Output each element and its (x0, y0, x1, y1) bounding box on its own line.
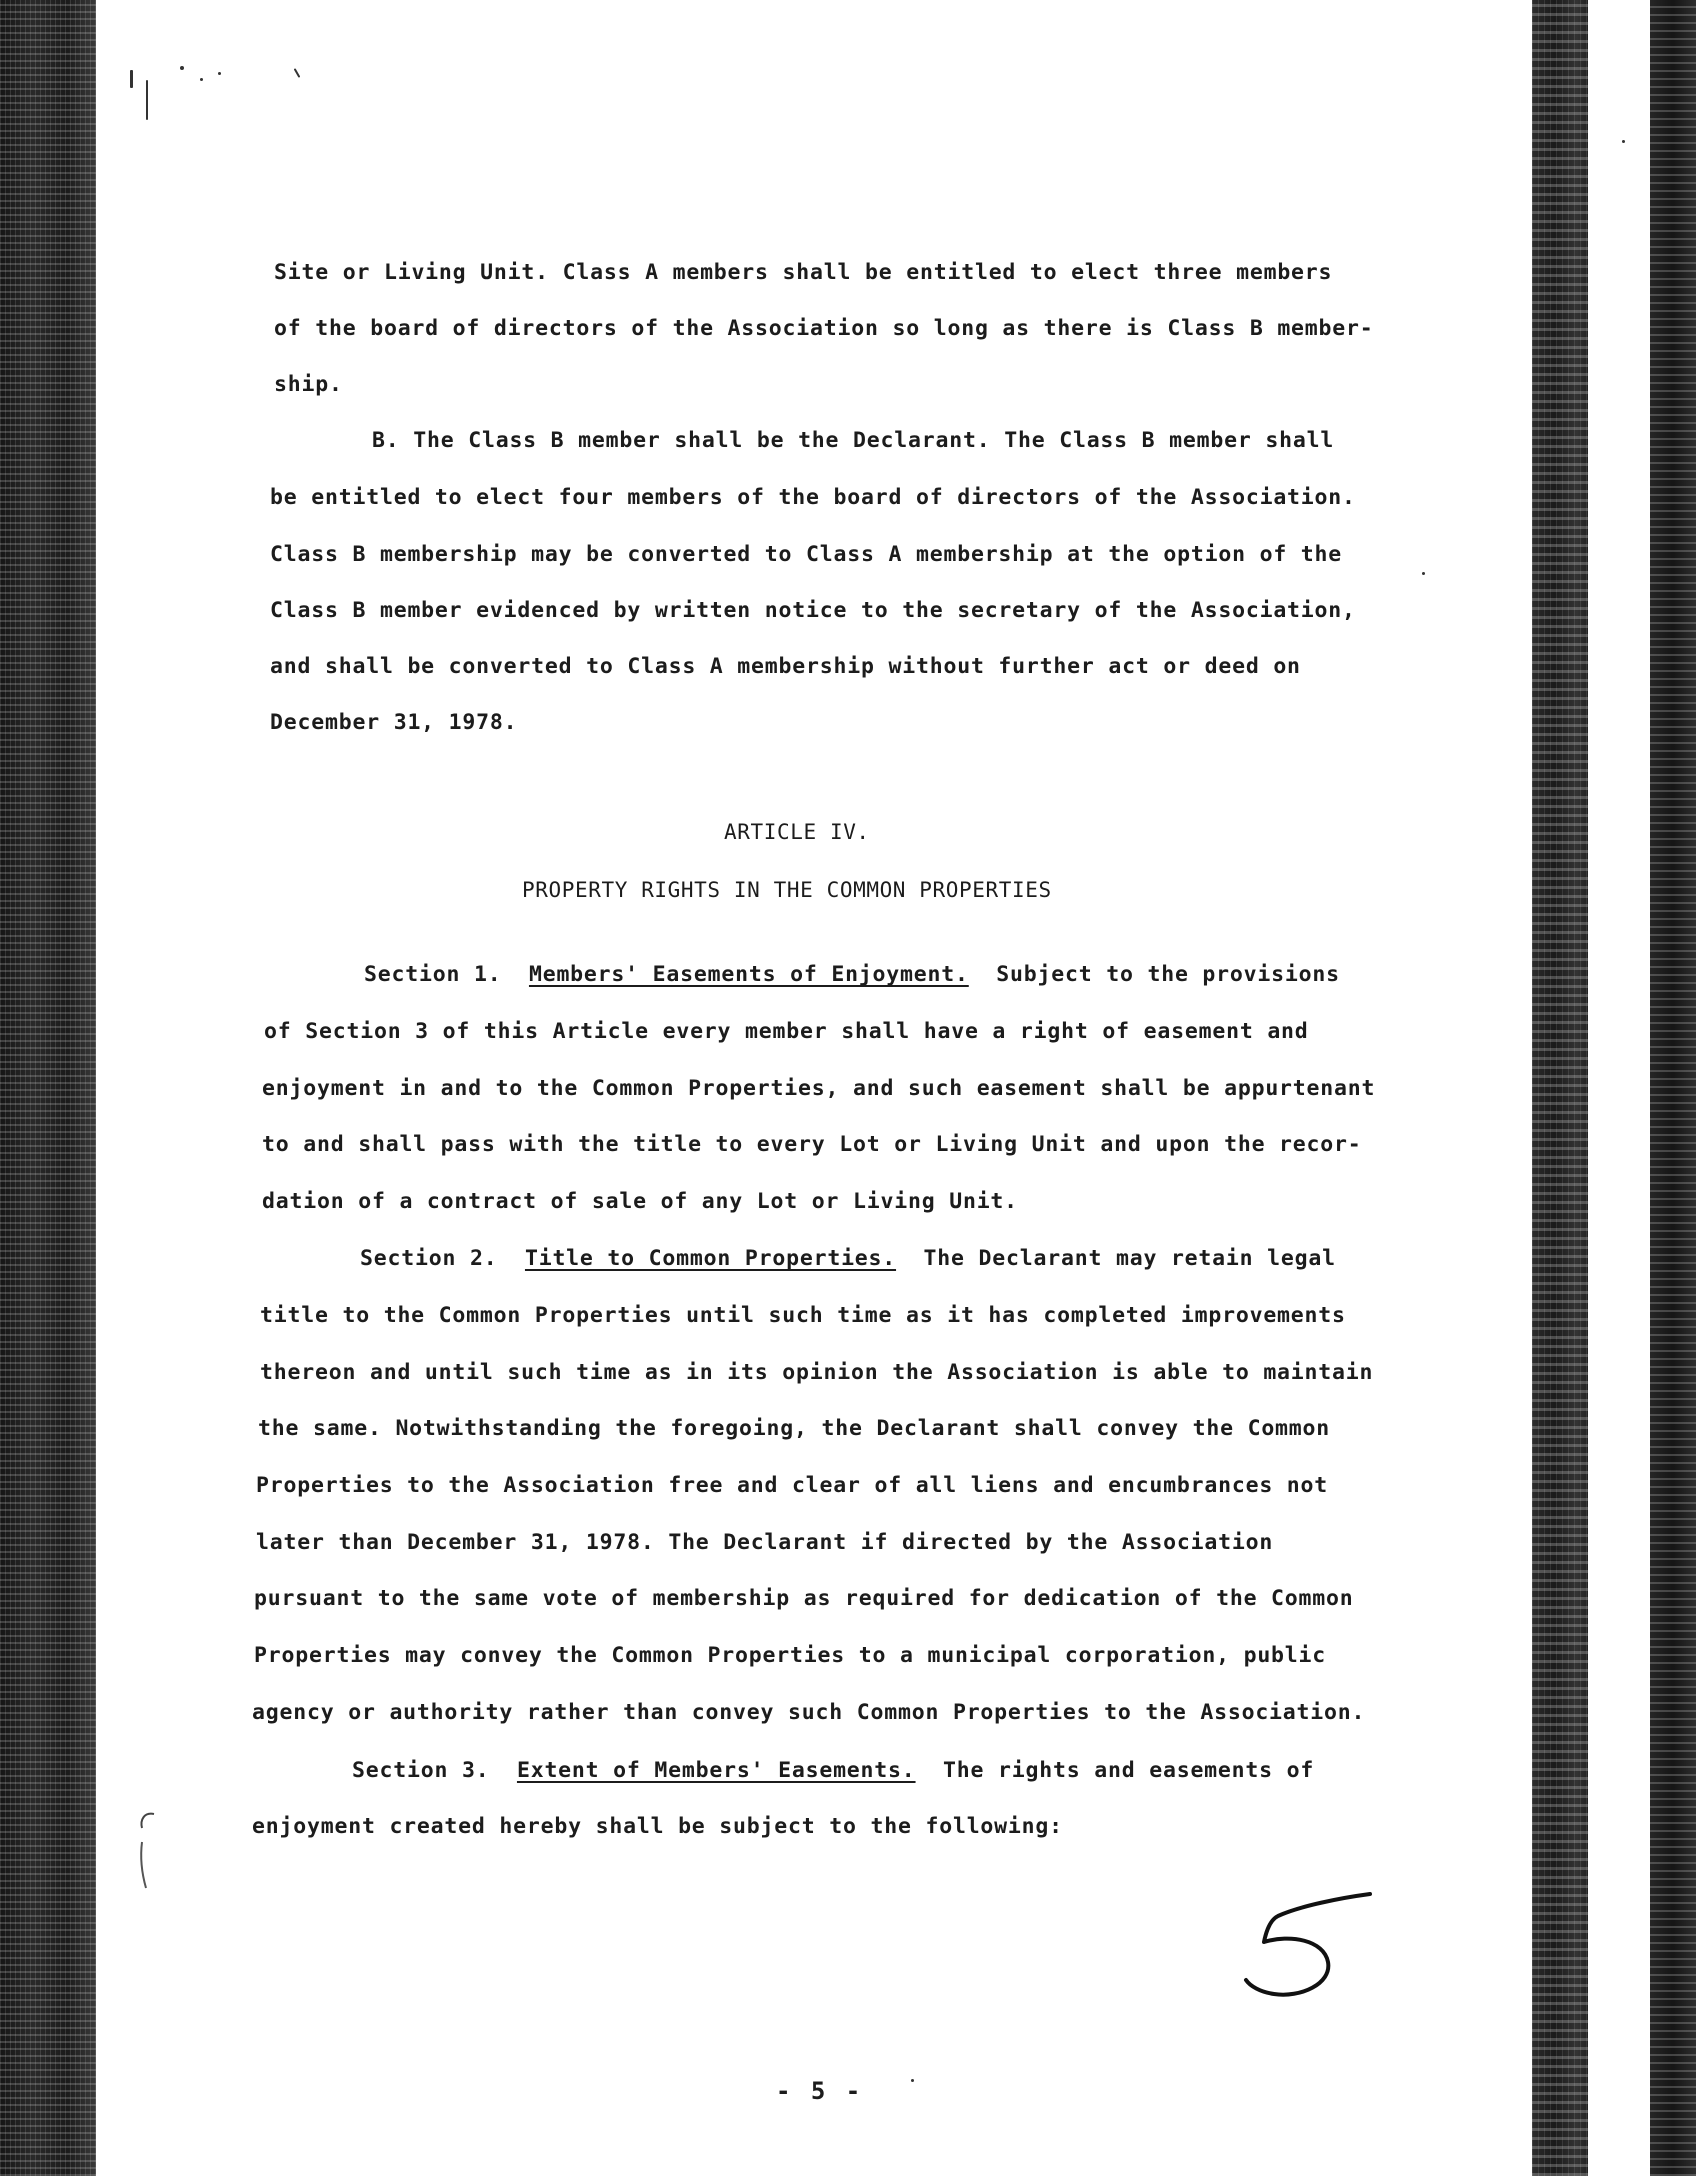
body-text-line: of the board of directors of the Association so long as there is Class B member- (274, 316, 1374, 341)
body-text-line: Class B member evidenced by written notice to the secretary of the Association, (270, 598, 1356, 623)
section-1-text: Subject to the provisions (996, 962, 1340, 987)
body-text-line: agency or authority rather than convey such Common Properties to the Association. (252, 1700, 1366, 1725)
body-text-line: December 31, 1978. (270, 710, 518, 735)
body-text-line: to and shall pass with the title to every Lot or Living Unit and upon the recor- (262, 1132, 1362, 1157)
section-2-label: Section 2. (360, 1246, 498, 1271)
section-3-label: Section 3. (352, 1758, 490, 1783)
section-2-text: The Declarant may retain legal (923, 1246, 1336, 1271)
body-text-line: title to the Common Properties until such time as it has completed improvements (260, 1303, 1346, 1328)
section-1-heading: Members' Easements of Enjoyment. (528, 962, 969, 987)
page-number: - 5 - (776, 2077, 864, 2105)
body-text-line: thereon and until such time as in its opinion the Association is able to maintain (260, 1360, 1374, 1385)
body-text-line: the same. Notwithstanding the foregoing, the Declarant shall convey the Common (258, 1416, 1331, 1441)
body-text-line: later than December 31, 1978. The Declarant if directed by the Association (256, 1530, 1274, 1555)
body-text-line: of Section 3 of this Article every member shall have a right of easement and (264, 1019, 1309, 1044)
section-1-label: Section 1. (364, 962, 502, 987)
body-text-line: B. The Class B member shall be the Declarant. The Class B member shall (372, 428, 1335, 453)
body-text-line: pursuant to the same vote of membership as required for dedication of the Common (254, 1586, 1354, 1611)
body-text-line: enjoyment created hereby shall be subject to the following: (252, 1814, 1063, 1839)
body-text-line: enjoyment in and to the Common Properties, and such easement shall be appurtenant (262, 1076, 1376, 1101)
section-3-heading: Extent of Members' Easements. (516, 1758, 916, 1783)
article-title: PROPERTY RIGHTS IN THE COMMON PROPERTIES (522, 878, 1052, 902)
section-3-first-line (352, 1760, 1314, 1782)
section-1-first-line (364, 964, 1340, 986)
body-text-line: Properties may convey the Common Properties to a municipal corporation, public (254, 1643, 1327, 1668)
body-text-line: dation of a contract of sale of any Lot or Living Unit. (262, 1189, 1018, 1214)
section-2-heading: Title to Common Properties. (524, 1246, 897, 1271)
body-text-line: be entitled to elect four members of the board of directors of the Association. (270, 485, 1356, 510)
body-text-line: Class B membership may be converted to Class A membership at the option of the (270, 542, 1343, 567)
body-text-line: and shall be converted to Class A membership without further act or deed on (270, 654, 1301, 679)
body-text-line: ship. (274, 372, 343, 397)
section-3-text: The rights and easements of (943, 1758, 1315, 1783)
body-text-line: Site or Living Unit. Class A members shall be entitled to elect three members (274, 260, 1333, 285)
handwritten-page-mark (1220, 1880, 1390, 2010)
article-heading: ARTICLE IV. (724, 820, 870, 844)
body-text-line: Properties to the Association free and clear of all liens and encumbrances not (256, 1473, 1329, 1498)
section-2-first-line (360, 1248, 1336, 1270)
